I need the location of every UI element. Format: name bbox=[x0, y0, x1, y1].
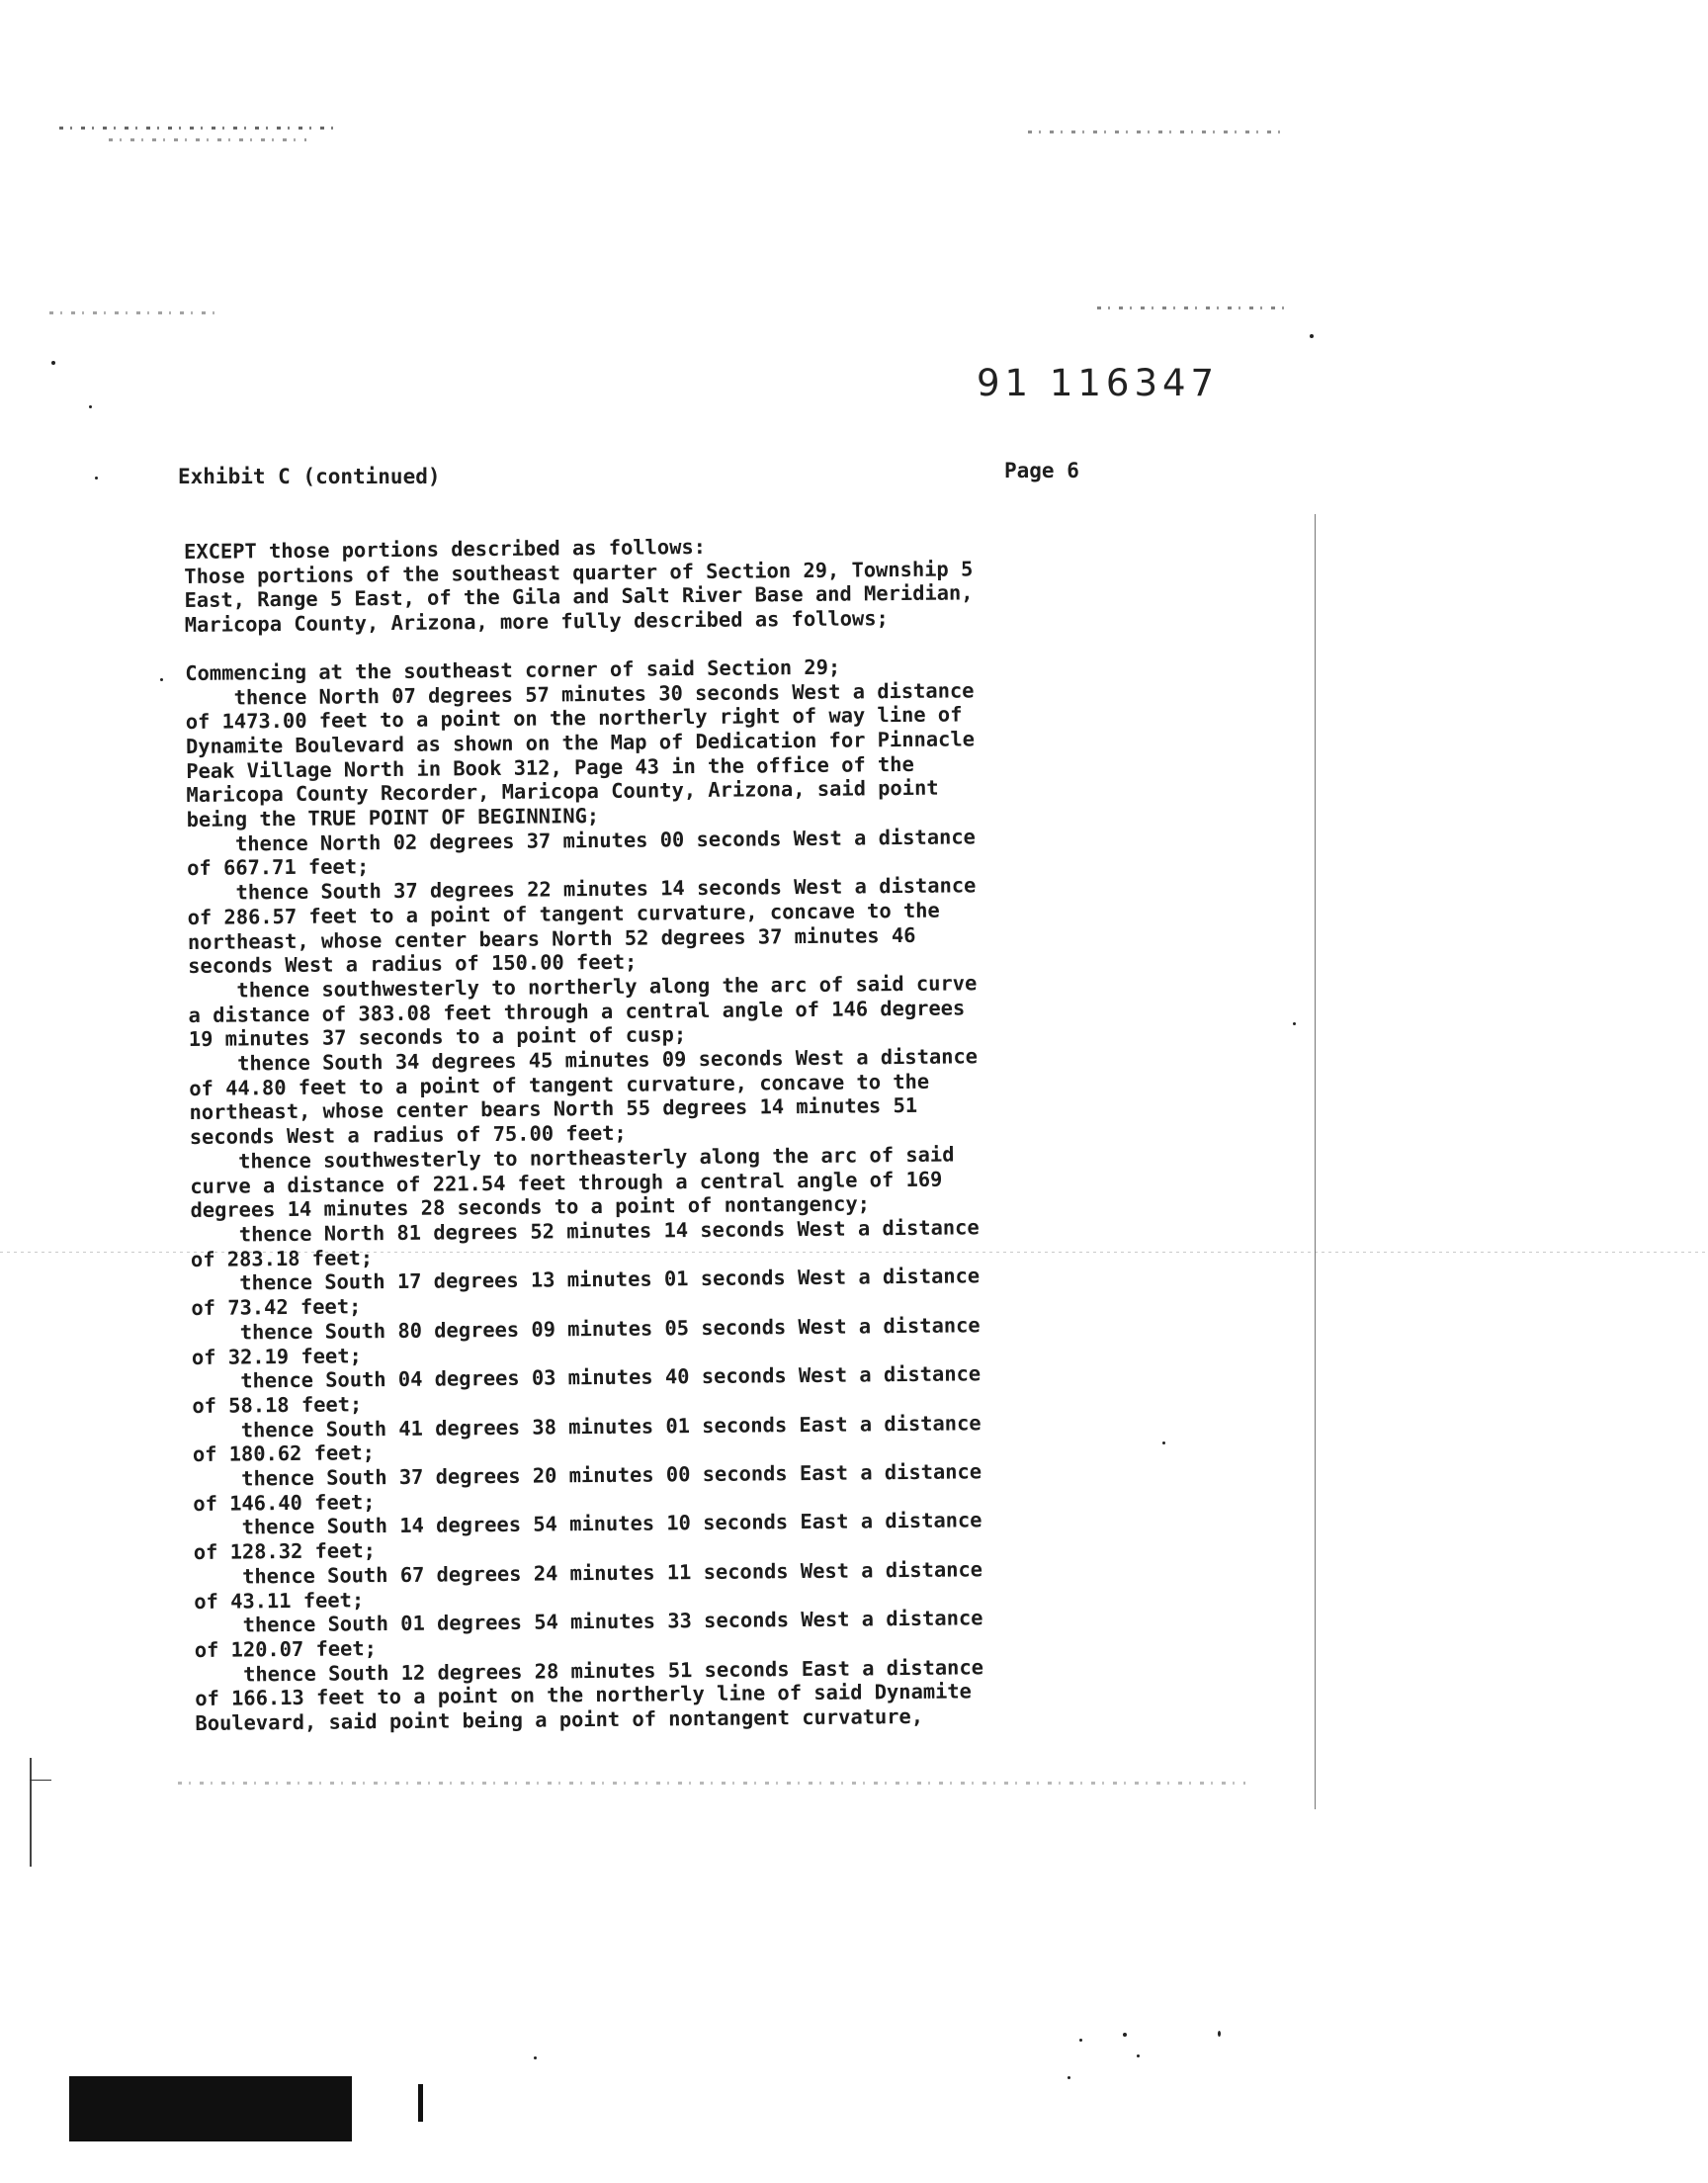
intro-paragraph bbox=[184, 530, 1223, 638]
text-line: thence South 37 degrees 20 minutes 00 seconds East a distance bbox=[193, 1459, 982, 1491]
legal-description bbox=[184, 530, 1234, 1736]
text-line: thence South 04 degrees 03 minutes 40 seconds West a distance bbox=[192, 1361, 982, 1394]
text-line: of 120.07 feet; bbox=[194, 1636, 378, 1662]
scan-noise-top-right-2 bbox=[1097, 306, 1285, 309]
text-line: northeast, whose center bears North 52 degrees 37 minutes 46 bbox=[187, 922, 916, 954]
scan-speck bbox=[1137, 2054, 1140, 2057]
text-line: Maricopa County Recorder, Maricopa County, Arizona, said point bbox=[186, 776, 939, 808]
text-line: of 667.71 feet; bbox=[187, 854, 370, 881]
scan-speck bbox=[160, 678, 163, 681]
text-line: of 166.13 feet to a point on the northerly line of said Dynamite bbox=[195, 1679, 973, 1711]
text-line: Maricopa County, Arizona, more fully described as follows; bbox=[184, 606, 889, 638]
recording-number: 91 116347 bbox=[977, 362, 1220, 404]
scan-noise-top-left-3 bbox=[49, 311, 217, 314]
text-line: curve a distance of 221.54 feet through a central angle of 169 bbox=[190, 1167, 943, 1198]
scan-speck bbox=[1218, 2031, 1221, 2037]
text-line: Peak Village North in Book 312, Page 43 in the office of the bbox=[186, 751, 914, 783]
text-line: Dynamite Boulevard as shown on the Map of Dedication for Pinnacle bbox=[185, 727, 976, 758]
scan-speck bbox=[1293, 1022, 1296, 1025]
text-line: being the TRUE POINT OF BEGINNING; bbox=[186, 804, 600, 832]
text-line: northeast, whose center bears North 55 degrees 14 minutes 51 bbox=[189, 1093, 918, 1125]
text-line: thence South 01 degrees 54 minutes 33 seconds West a distance bbox=[194, 1606, 983, 1638]
text-line: of 286.57 feet to a point of tangent curvature, concave to the bbox=[187, 898, 940, 929]
text-line: of 1473.00 feet to a point on the northerly right of way line of bbox=[185, 702, 963, 735]
text-line: of 283.18 feet; bbox=[190, 1245, 374, 1271]
text-line: of 73.42 feet; bbox=[191, 1294, 362, 1321]
text-line: thence South 34 degrees 45 minutes 09 seconds West a distance bbox=[188, 1044, 979, 1077]
text-line: seconds West a radius of 75.00 feet; bbox=[189, 1120, 627, 1150]
text-line: thence southwesterly to northeasterly along the arc of said bbox=[189, 1142, 955, 1174]
scan-mark bbox=[418, 2084, 423, 2122]
text-line: thence South 67 degrees 24 minutes 11 seconds West a distance bbox=[193, 1557, 983, 1589]
text-line: thence South 14 degrees 54 minutes 10 seconds East a distance bbox=[193, 1508, 982, 1540]
scan-speck bbox=[95, 477, 98, 480]
scan-speck bbox=[1068, 2076, 1070, 2079]
text-line: thence southwesterly to northerly along the arc of said curve bbox=[188, 971, 978, 1003]
scan-noise-footer bbox=[178, 1782, 1245, 1785]
text-line: EXCEPT those portions described as follows: bbox=[184, 534, 707, 564]
text-line: of 128.32 feet; bbox=[193, 1538, 377, 1565]
redaction-bar bbox=[69, 2076, 352, 2141]
metes-and-bounds-paragraph bbox=[185, 652, 1233, 1736]
text-line: of 44.80 feet to a point of tangent curvature, concave to the bbox=[189, 1069, 930, 1100]
scan-speck bbox=[1310, 334, 1314, 338]
scan-right-margin-line bbox=[1315, 514, 1316, 1809]
text-line: thence North 07 degrees 57 minutes 30 seconds West a distance bbox=[185, 677, 975, 710]
exhibit-label: Exhibit C (continued) bbox=[178, 465, 441, 488]
text-line: thence North 81 degrees 52 minutes 14 seconds West a distance bbox=[190, 1215, 980, 1247]
scan-left-tick-bar bbox=[30, 1780, 51, 1781]
text-line: thence South 80 degrees 09 minutes 05 seconds West a distance bbox=[191, 1313, 981, 1345]
text-line: of 32.19 feet; bbox=[191, 1343, 362, 1369]
text-line: thence North 02 degrees 37 minutes 00 seconds West a distance bbox=[186, 825, 976, 856]
scan-noise-top-right bbox=[1028, 131, 1285, 133]
scan-noise-top-left-2 bbox=[109, 138, 306, 141]
scan-speck bbox=[89, 405, 92, 408]
text-line: Boulevard, said point being a point of nontangent curvature, bbox=[195, 1703, 924, 1735]
text-line: thence South 17 degrees 13 minutes 01 seconds West a distance bbox=[191, 1264, 981, 1296]
scan-speck bbox=[1079, 2039, 1082, 2042]
text-line: Commencing at the southeast corner of said Section 29; bbox=[185, 655, 841, 685]
scan-speck bbox=[1123, 2033, 1127, 2037]
scan-speck bbox=[534, 2056, 537, 2059]
text-line: thence South 37 degrees 22 minutes 14 seconds West a distance bbox=[187, 873, 977, 906]
text-line: of 146.40 feet; bbox=[193, 1489, 376, 1516]
scan-noise-top-left bbox=[59, 127, 336, 130]
page-label: Page 6 bbox=[1004, 459, 1079, 482]
text-line: thence South 41 degrees 38 minutes 01 seconds East a distance bbox=[192, 1410, 982, 1442]
text-line: seconds West a radius of 150.00 feet; bbox=[188, 949, 638, 979]
text-line: a distance of 383.08 feet through a central angle of 146 degrees bbox=[188, 996, 966, 1027]
text-line: of 58.18 feet; bbox=[192, 1392, 363, 1418]
text-line: Those portions of the southeast quarter of Section 29, Township 5 bbox=[184, 557, 974, 588]
text-line: of 180.62 feet; bbox=[192, 1441, 376, 1467]
text-line: thence South 12 degrees 28 minutes 51 seconds East a distance bbox=[194, 1654, 984, 1687]
text-line: East, Range 5 East, of the Gila and Salt River Base and Meridian, bbox=[184, 580, 974, 613]
text-line: 19 minutes 37 seconds to a point of cusp; bbox=[188, 1022, 687, 1052]
scan-speck bbox=[51, 361, 55, 365]
text-line: of 43.11 feet; bbox=[194, 1587, 365, 1614]
scan-left-tick bbox=[30, 1758, 32, 1867]
text-line: degrees 14 minutes 28 seconds to a point of nontangency; bbox=[190, 1191, 871, 1223]
